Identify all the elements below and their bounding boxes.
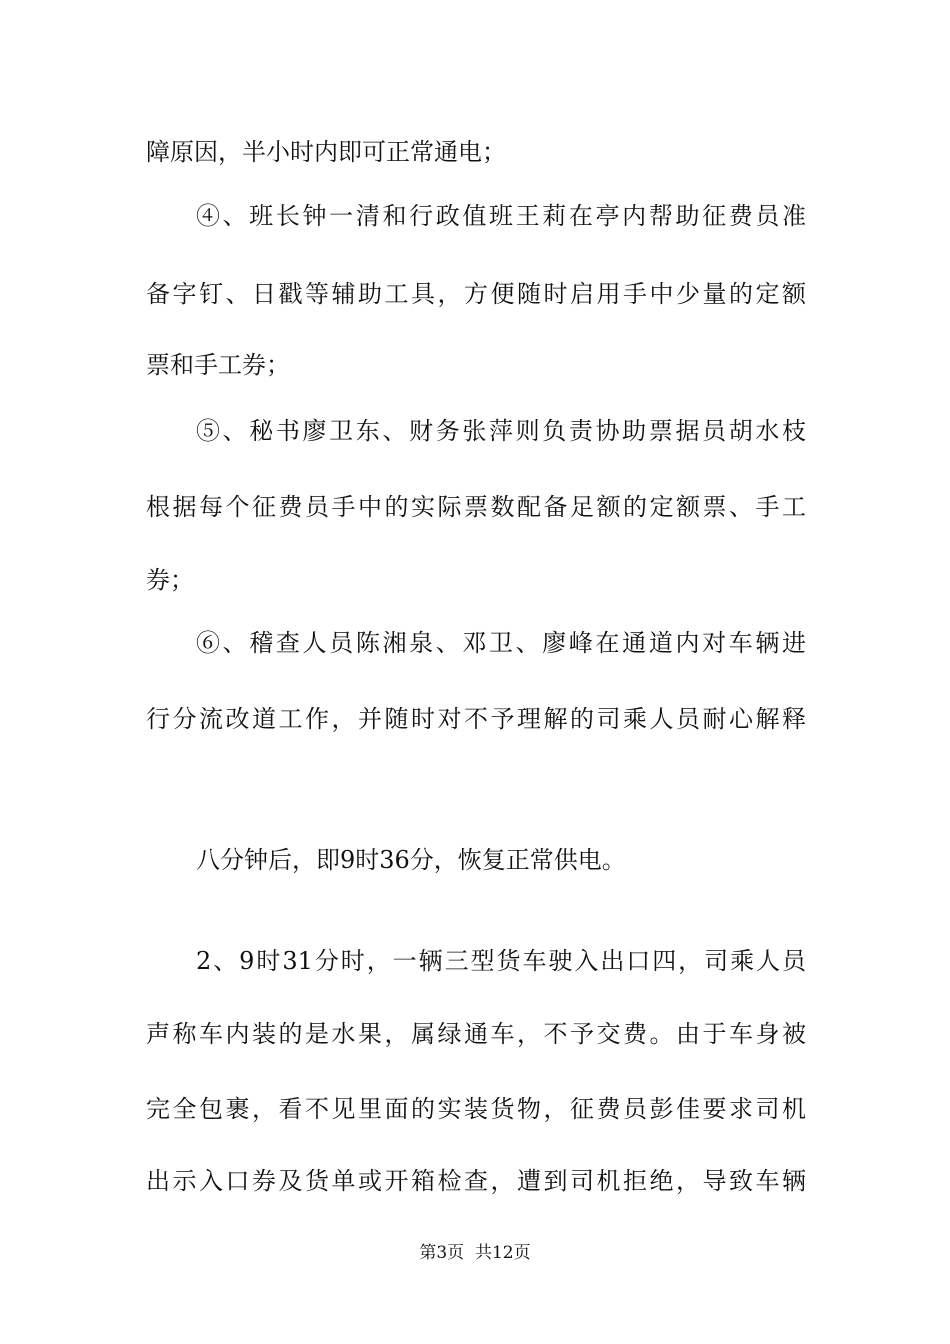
- text-line: ⑤、秘书廖卫东、财务张萍则负责协助票据员胡水枝: [196, 417, 806, 445]
- text-line: ⑥、稽查人员陈湘泉、邓卫、廖峰在通道内对车辆进: [196, 629, 806, 657]
- text-line: 声称车内装的是水果，属绿通车，不予交费。由于车身被: [146, 1020, 806, 1048]
- text-line: 出示入口券及货单或开箱检查，遭到司机拒绝，导致车辆: [146, 1167, 806, 1195]
- page-footer: 第3页 共12页: [419, 1243, 531, 1263]
- text-line: ④、班长钟一清和行政值班王莉在亭内帮助征费员准: [196, 202, 806, 230]
- text-line: 票和手工券；: [146, 351, 290, 379]
- text-line: 2、9时31分时，一辆三型货车驶入出口四，司乘人员: [196, 947, 806, 975]
- text-line: 完全包裹，看不见里面的实装货物，征费员彭佳要求司机: [146, 1095, 806, 1123]
- text-line: 根据每个征费员手中的实际票数配备足额的定额票、手工: [146, 493, 806, 521]
- text-line: 备字钉、日戳等辅助工具，方便随时启用手中少量的定额: [146, 280, 806, 308]
- text-line: 八分钟后，即9时36分，恢复正常供电。: [196, 846, 626, 874]
- text-line: 障原因，半小时内即可正常通电；: [146, 138, 506, 166]
- text-line: 券；: [146, 566, 194, 594]
- text-line: 行分流改道工作，并随时对不予理解的司乘人员耐心解释: [146, 705, 806, 733]
